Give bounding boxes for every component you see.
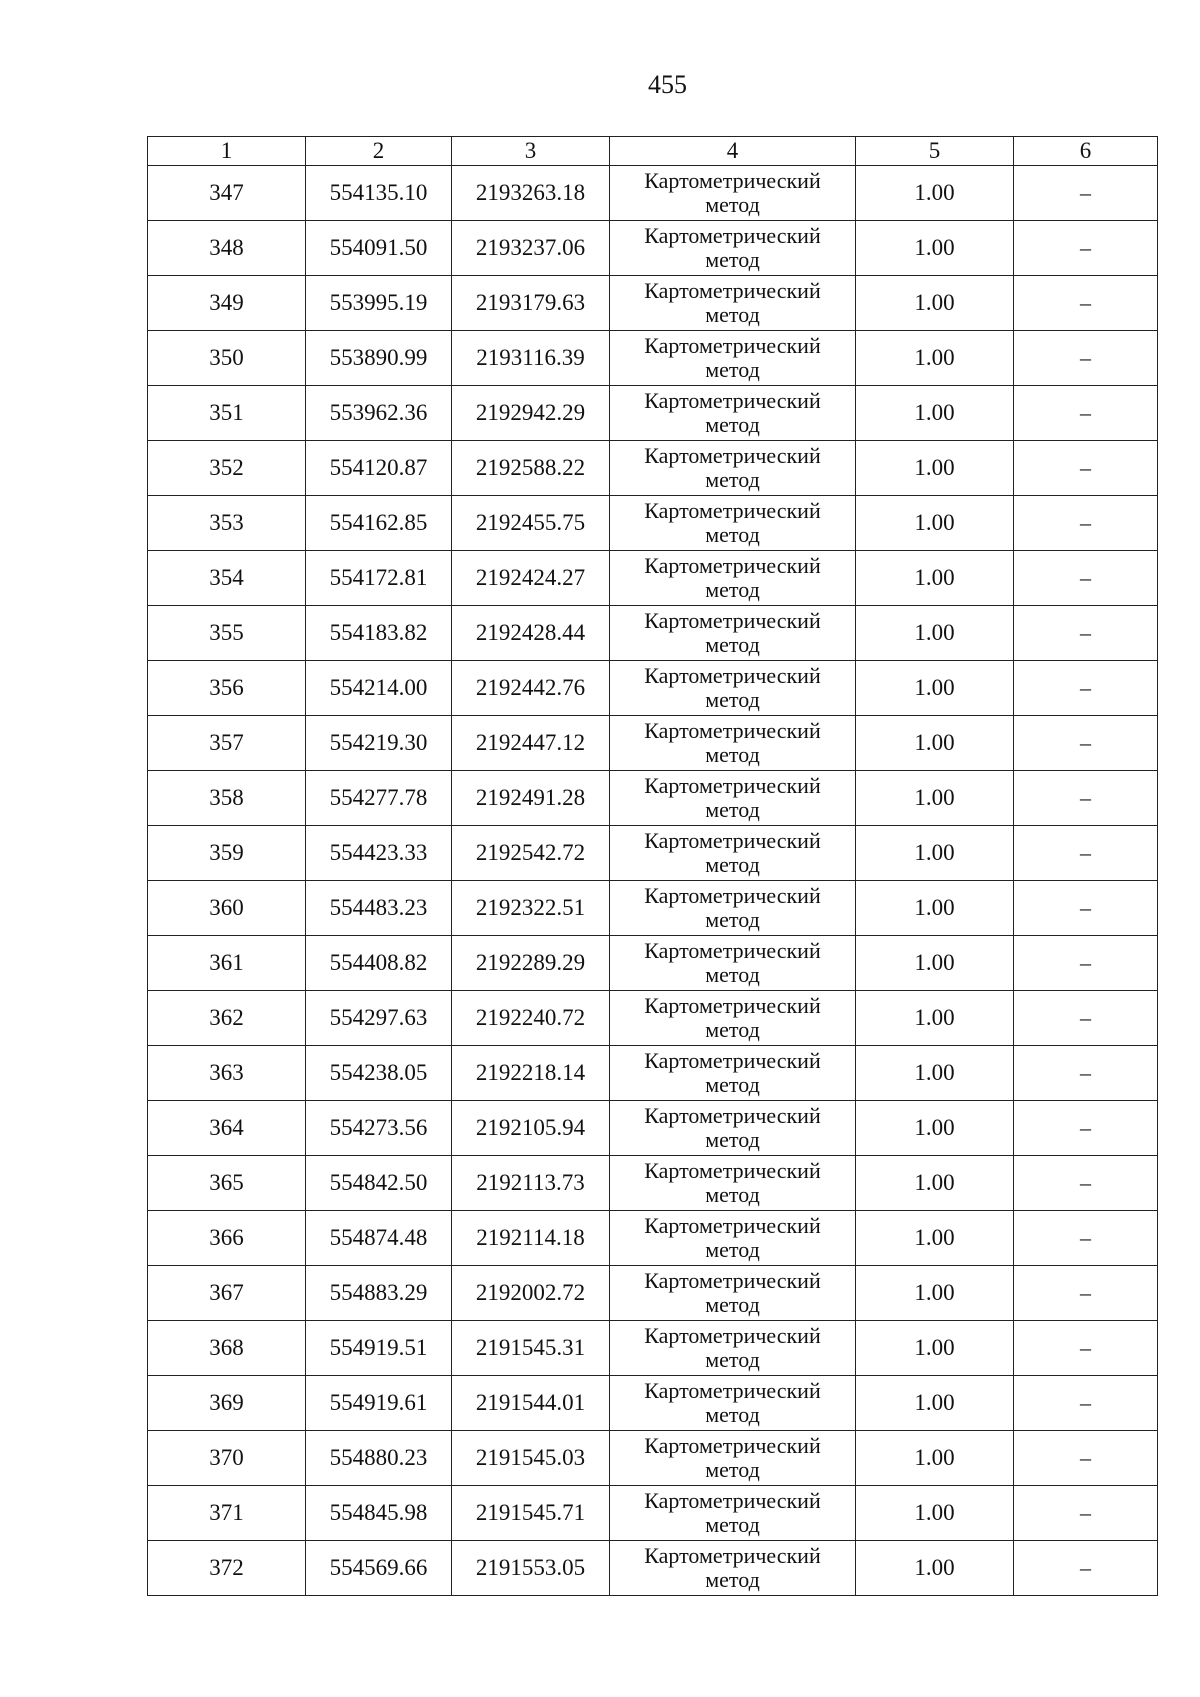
method-line-1: Картометрический [644,993,821,1018]
point-number-cell: 360 [148,881,306,936]
point-number-cell: 363 [148,1046,306,1101]
note-cell: – [1014,826,1158,881]
y-coordinate-cell: 2192428.44 [452,606,610,661]
y-coordinate-cell: 2193179.63 [452,276,610,331]
x-coordinate-cell: 553962.36 [306,386,452,441]
point-number-cell: 356 [148,661,306,716]
note-cell: – [1014,331,1158,386]
y-coordinate-cell: 2191545.71 [452,1486,610,1541]
y-coordinate-cell: 2191545.03 [452,1431,610,1486]
point-number-cell: 372 [148,1541,306,1596]
x-coordinate-cell: 554483.23 [306,881,452,936]
accuracy-cell: 1.00 [856,386,1014,441]
note-cell: – [1014,1046,1158,1101]
method-cell [610,1156,856,1211]
method-line-2: метод [705,1402,760,1427]
method-line-1: Картометрический [644,938,821,963]
accuracy-cell: 1.00 [856,496,1014,551]
method-cell [610,221,856,276]
point-number-cell: 366 [148,1211,306,1266]
accuracy-cell: 1.00 [856,1101,1014,1156]
x-coordinate-cell: 554162.85 [306,496,452,551]
method-line-1: Картометрический [644,1103,821,1128]
y-coordinate-cell: 2192218.14 [452,1046,610,1101]
note-cell: – [1014,166,1158,221]
note-cell: – [1014,881,1158,936]
method-line-2: метод [705,467,760,492]
method-line-2: метод [705,1072,760,1097]
table-row [148,1046,1158,1101]
column-header: 2 [306,137,452,166]
accuracy-cell: 1.00 [856,1431,1014,1486]
x-coordinate-cell: 554183.82 [306,606,452,661]
method-line-1: Картометрический [644,718,821,743]
table-row [148,441,1158,496]
page-number [0,70,1200,100]
table-row [148,716,1158,771]
accuracy-cell: 1.00 [856,331,1014,386]
y-coordinate-cell: 2191553.05 [452,1541,610,1596]
point-number-cell: 358 [148,771,306,826]
table-row [148,276,1158,331]
method-line-2: метод [705,687,760,712]
method-line-1: Картометрический [644,278,821,303]
method-line-2: метод [705,1182,760,1207]
method-line-2: метод [705,1567,760,1592]
method-cell [610,1321,856,1376]
table-row [148,936,1158,991]
method-line-2: метод [705,192,760,217]
y-coordinate-cell: 2192002.72 [452,1266,610,1321]
x-coordinate-cell: 554569.66 [306,1541,452,1596]
y-coordinate-cell: 2191545.31 [452,1321,610,1376]
method-cell [610,276,856,331]
table-row [148,1431,1158,1486]
method-line-2: метод [705,577,760,602]
x-coordinate-cell: 554845.98 [306,1486,452,1541]
note-cell: – [1014,1156,1158,1211]
x-coordinate-cell: 554273.56 [306,1101,452,1156]
method-line-1: Картометрический [644,883,821,908]
accuracy-cell: 1.00 [856,276,1014,331]
method-line-2: метод [705,1017,760,1042]
method-line-1: Картометрический [644,1213,821,1238]
y-coordinate-cell: 2192322.51 [452,881,610,936]
method-line-2: метод [705,632,760,657]
note-cell: – [1014,1376,1158,1431]
table-row [148,1376,1158,1431]
y-coordinate-cell: 2192455.75 [452,496,610,551]
method-line-2: метод [705,742,760,767]
method-line-1: Картометрический [644,1378,821,1403]
y-coordinate-cell: 2192289.29 [452,936,610,991]
table-row [148,1211,1158,1266]
method-cell [610,991,856,1046]
x-coordinate-cell: 554277.78 [306,771,452,826]
method-line-1: Картометрический [644,388,821,413]
method-line-2: метод [705,907,760,932]
method-cell [610,826,856,881]
x-coordinate-cell: 554297.63 [306,991,452,1046]
y-coordinate-cell: 2192542.72 [452,826,610,881]
note-cell: – [1014,936,1158,991]
y-coordinate-cell: 2192447.12 [452,716,610,771]
y-coordinate-cell: 2193237.06 [452,221,610,276]
method-line-1: Картометрический [644,498,821,523]
method-cell [610,386,856,441]
method-cell [610,1486,856,1541]
x-coordinate-cell: 554120.87 [306,441,452,496]
method-line-1: Картометрический [644,1048,821,1073]
point-number-cell: 370 [148,1431,306,1486]
table-row [148,771,1158,826]
note-cell: – [1014,1101,1158,1156]
note-cell: – [1014,1431,1158,1486]
y-coordinate-cell: 2192442.76 [452,661,610,716]
method-line-1: Картометрический [644,828,821,853]
method-line-2: метод [705,962,760,987]
x-coordinate-cell: 554842.50 [306,1156,452,1211]
accuracy-cell: 1.00 [856,166,1014,221]
point-number-cell: 352 [148,441,306,496]
accuracy-cell: 1.00 [856,936,1014,991]
method-line-2: метод [705,1292,760,1317]
table-row [148,496,1158,551]
method-cell [610,936,856,991]
x-coordinate-cell: 554238.05 [306,1046,452,1101]
point-number-cell: 364 [148,1101,306,1156]
table-row [148,1156,1158,1211]
method-line-2: метод [705,302,760,327]
method-cell [610,551,856,606]
point-number-cell: 359 [148,826,306,881]
method-cell [610,331,856,386]
page-number-text: 455 [648,70,687,99]
method-cell [610,1541,856,1596]
note-cell: – [1014,1321,1158,1376]
method-cell [610,1101,856,1156]
table-row [148,606,1158,661]
method-line-1: Картометрический [644,1433,821,1458]
x-coordinate-cell: 554219.30 [306,716,452,771]
note-cell: – [1014,1266,1158,1321]
accuracy-cell: 1.00 [856,1266,1014,1321]
point-number-cell: 368 [148,1321,306,1376]
point-number-cell: 350 [148,331,306,386]
method-cell [610,441,856,496]
x-coordinate-cell: 554919.61 [306,1376,452,1431]
y-coordinate-cell: 2192491.28 [452,771,610,826]
note-cell: – [1014,991,1158,1046]
x-coordinate-cell: 554214.00 [306,661,452,716]
method-cell [610,881,856,936]
accuracy-cell: 1.00 [856,551,1014,606]
point-number-cell: 367 [148,1266,306,1321]
column-header: 6 [1014,137,1158,166]
x-coordinate-cell: 554880.23 [306,1431,452,1486]
table-row [148,1321,1158,1376]
y-coordinate-cell: 2192105.94 [452,1101,610,1156]
method-cell [610,166,856,221]
method-line-2: метод [705,1127,760,1152]
x-coordinate-cell: 554883.29 [306,1266,452,1321]
method-cell [610,661,856,716]
method-line-1: Картометрический [644,1323,821,1348]
point-number-cell: 362 [148,991,306,1046]
accuracy-cell: 1.00 [856,1321,1014,1376]
x-coordinate-cell: 554091.50 [306,221,452,276]
method-line-1: Картометрический [644,168,821,193]
note-cell: – [1014,606,1158,661]
note-cell: – [1014,1211,1158,1266]
accuracy-cell: 1.00 [856,661,1014,716]
note-cell: – [1014,771,1158,826]
accuracy-cell: 1.00 [856,1486,1014,1541]
method-line-2: метод [705,852,760,877]
column-header: 3 [452,137,610,166]
method-line-2: метод [705,1347,760,1372]
table-row [148,221,1158,276]
method-cell [610,1266,856,1321]
method-cell [610,606,856,661]
method-line-1: Картометрический [644,1543,821,1568]
accuracy-cell: 1.00 [856,1046,1014,1101]
point-number-cell: 349 [148,276,306,331]
table-body [148,166,1158,1596]
table-row [148,1101,1158,1156]
accuracy-cell: 1.00 [856,716,1014,771]
note-cell: – [1014,221,1158,276]
table-row [148,661,1158,716]
accuracy-cell: 1.00 [856,771,1014,826]
method-line-1: Картометрический [644,443,821,468]
method-cell [610,1211,856,1266]
accuracy-cell: 1.00 [856,1541,1014,1596]
method-line-1: Картометрический [644,1158,821,1183]
method-line-1: Картометрический [644,223,821,248]
note-cell: – [1014,496,1158,551]
table-header [148,137,1158,166]
y-coordinate-cell: 2191544.01 [452,1376,610,1431]
note-cell: – [1014,716,1158,771]
y-coordinate-cell: 2192240.72 [452,991,610,1046]
table-row [148,1486,1158,1541]
y-coordinate-cell: 2193263.18 [452,166,610,221]
x-coordinate-cell: 554874.48 [306,1211,452,1266]
table-row [148,331,1158,386]
y-coordinate-cell: 2192114.18 [452,1211,610,1266]
method-cell [610,496,856,551]
point-number-cell: 371 [148,1486,306,1541]
point-number-cell: 354 [148,551,306,606]
accuracy-cell: 1.00 [856,606,1014,661]
x-coordinate-cell: 554423.33 [306,826,452,881]
note-cell: – [1014,441,1158,496]
y-coordinate-cell: 2192113.73 [452,1156,610,1211]
point-number-cell: 361 [148,936,306,991]
note-cell: – [1014,276,1158,331]
column-header: 4 [610,137,856,166]
method-line-1: Картометрический [644,1268,821,1293]
method-line-1: Картометрический [644,1488,821,1513]
method-line-1: Картометрический [644,608,821,633]
x-coordinate-cell: 554408.82 [306,936,452,991]
point-number-cell: 348 [148,221,306,276]
method-cell [610,1431,856,1486]
note-cell: – [1014,1486,1158,1541]
table-row [148,551,1158,606]
accuracy-cell: 1.00 [856,441,1014,496]
note-cell: – [1014,1541,1158,1596]
x-coordinate-cell: 554135.10 [306,166,452,221]
table-row [148,881,1158,936]
method-line-1: Картометрический [644,553,821,578]
note-cell: – [1014,551,1158,606]
accuracy-cell: 1.00 [856,1156,1014,1211]
coordinates-table [147,136,1158,1596]
note-cell: – [1014,661,1158,716]
method-line-2: метод [705,247,760,272]
column-header: 5 [856,137,1014,166]
method-cell [610,1046,856,1101]
method-cell [610,716,856,771]
note-cell: – [1014,386,1158,441]
table-row [148,826,1158,881]
table-row [148,991,1158,1046]
y-coordinate-cell: 2193116.39 [452,331,610,386]
method-cell [610,771,856,826]
x-coordinate-cell: 553890.99 [306,331,452,386]
table-row [148,166,1158,221]
accuracy-cell: 1.00 [856,991,1014,1046]
column-header: 1 [148,137,306,166]
x-coordinate-cell: 554919.51 [306,1321,452,1376]
y-coordinate-cell: 2192942.29 [452,386,610,441]
point-number-cell: 369 [148,1376,306,1431]
x-coordinate-cell: 554172.81 [306,551,452,606]
method-line-2: метод [705,797,760,822]
y-coordinate-cell: 2192588.22 [452,441,610,496]
method-line-1: Картометрический [644,663,821,688]
table-row [148,386,1158,441]
table-row [148,1266,1158,1321]
method-line-2: метод [705,1237,760,1262]
point-number-cell: 351 [148,386,306,441]
method-line-2: метод [705,412,760,437]
accuracy-cell: 1.00 [856,1211,1014,1266]
method-line-1: Картометрический [644,773,821,798]
method-line-2: метод [705,357,760,382]
point-number-cell: 357 [148,716,306,771]
accuracy-cell: 1.00 [856,1376,1014,1431]
point-number-cell: 355 [148,606,306,661]
point-number-cell: 353 [148,496,306,551]
x-coordinate-cell: 553995.19 [306,276,452,331]
accuracy-cell: 1.00 [856,881,1014,936]
method-cell [610,1376,856,1431]
accuracy-cell: 1.00 [856,826,1014,881]
y-coordinate-cell: 2192424.27 [452,551,610,606]
method-line-1: Картометрический [644,333,821,358]
method-line-2: метод [705,522,760,547]
point-number-cell: 347 [148,166,306,221]
header-row [148,137,1158,166]
method-line-2: метод [705,1512,760,1537]
table-row [148,1541,1158,1596]
method-line-2: метод [705,1457,760,1482]
point-number-cell: 365 [148,1156,306,1211]
accuracy-cell: 1.00 [856,221,1014,276]
